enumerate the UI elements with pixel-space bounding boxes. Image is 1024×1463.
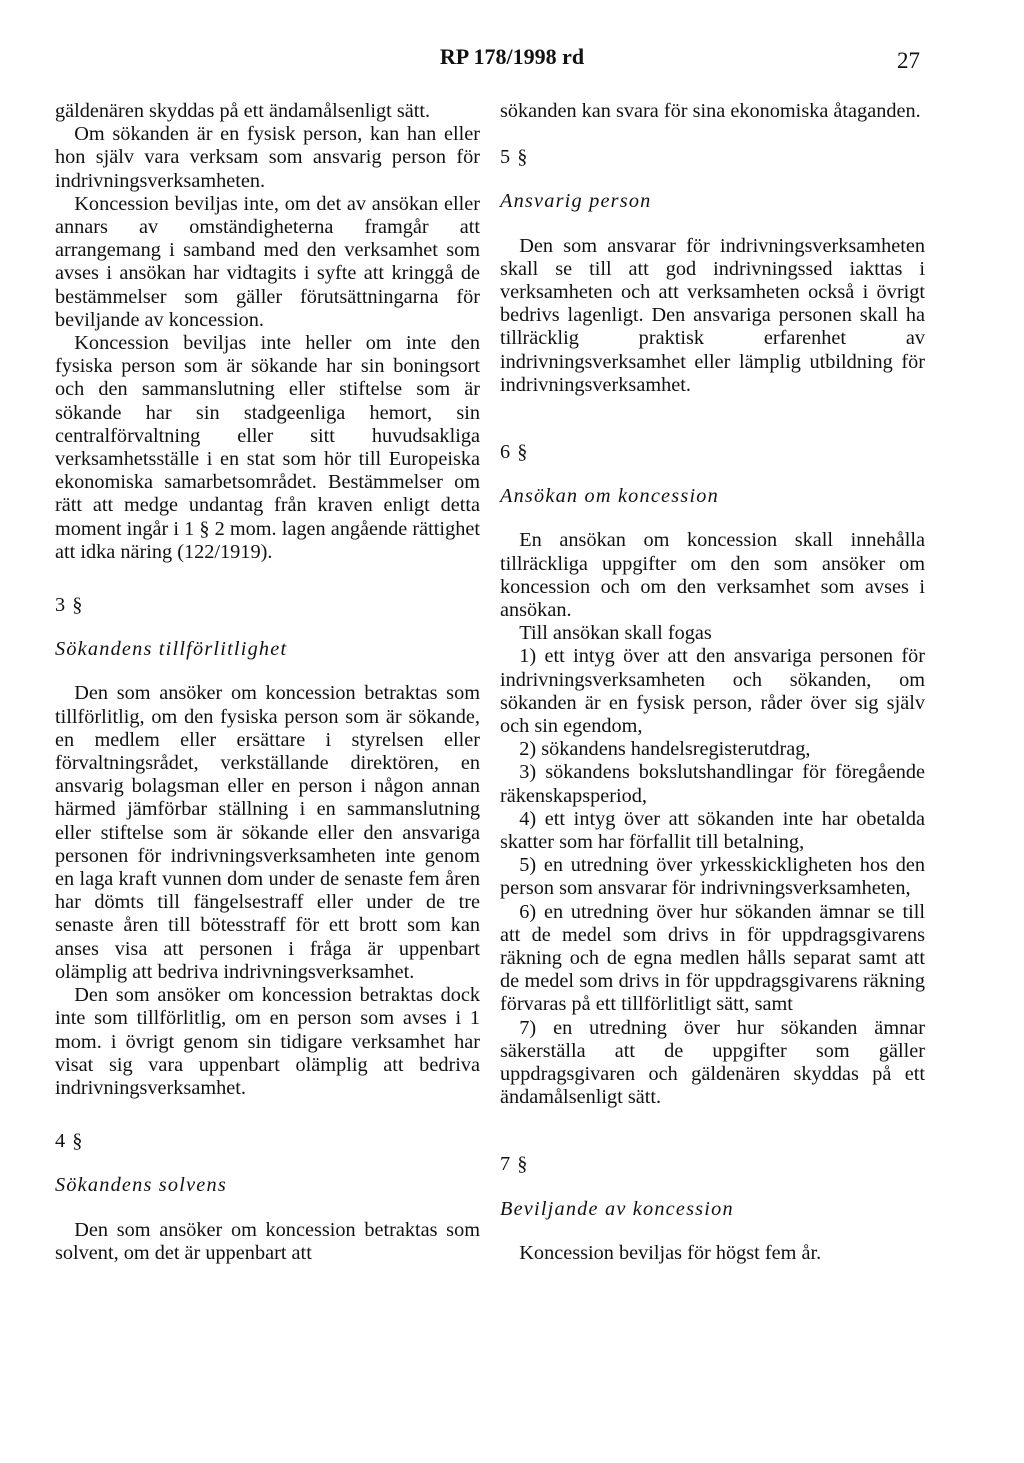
left-column xyxy=(55,100,480,1265)
section-heading: Sökandens solvens xyxy=(55,1174,227,1197)
paragraph: Koncession beviljas inte, om det av ansökan eller annars av omständigheterna framgår att arrangemang i samband med den verksamhet som avses i ansökan har vidtagits i syfte att kringgå de bestämmelser som gäller förutsättningarna för beviljande av koncession. xyxy=(55,192,480,331)
section-number: 6 § xyxy=(500,441,529,464)
paragraph: Den som ansvarar för indrivningsverksamheten skall se till att god indrivningssed iakttas i verksamheten och att verksamheten också i övrigt bedrivs lagenligt. Den ansvariga personen skall ha tillräcklig praktisk erfarenhet av indrivningsverksamhet eller lämplig utbildning för indrivningsverksamhet. xyxy=(500,234,925,396)
section-number: 4 § xyxy=(55,1130,84,1153)
paragraph: Till ansökan skall fogas xyxy=(519,622,712,645)
document-header: RP 178/1998 rd xyxy=(439,44,585,69)
list-item: 5) en utredning över yrkesskickligheten hos den person som ansvarar för indrivningsverksamheten, xyxy=(500,854,925,900)
section-heading: Sökandens tillförlitlighet xyxy=(55,638,288,661)
paragraph: Den som ansöker om koncession betraktas som solvent, om det är uppenbart att xyxy=(55,1218,480,1264)
paragraph: Koncession beviljas för högst fem år. xyxy=(519,1241,822,1264)
paragraph: Koncession beviljas inte heller om inte den fysiska person som är sökande har sin boningsort och den sammanslutning eller stiftelse som är sökande har sin stadgeenliga hemort, sin centralförvaltning eller sitt huvudsakliga verksamhetsställe i en stat som hör till Europeiska ekonomiska samarbetsområdet. Bestämmelser om rätt att medge undantag från kraven enligt detta moment ingår i 1 § 2 mom. lagen angående rättighet att idka näring (122/1919). xyxy=(55,332,480,563)
paragraph: Den som ansöker om koncession betraktas dock inte som tillförlitlig, om en person som avses i 1 mom. i övrigt genom sin tidigare verksamhet har visat sig vara uppenbart olämplig att bedriva indrivningsverksamhet. xyxy=(55,984,480,1099)
paragraph: Om sökanden är en fysisk person, kan han eller hon själv vara verksam som ansvarig person för indrivningsverksamheten. xyxy=(55,123,480,192)
paragraph: Den som ansöker om koncession betraktas som tillförlitlig, om den fysiska person som är sökande, en medlem eller ersättare i styrelsen eller förvaltningsrådet, verkställande direktören, en ansvarig bolagsman eller en person i någon annan härmed jämförbar ställning i en sammanslutning eller stiftelse som är sökande eller den ansvariga personen för indrivningsverksamheten inte genom en laga kraft vunnen dom under de senaste fem åren har dömts till fängelsestraff eller under de tre senaste åren till bötesstraff för ett brott som kan anses visa att personen i fråga är uppenbart olämplig att bedriva indrivningsverksamhet. xyxy=(55,682,480,983)
list-item: 6) en utredning över hur sökanden ämnar se till att de medel som drivs in för uppdragsgivarens räkning och de egna medlen hålls separat samt att de medel som drivs in för uppdragsgivarens räkning förvaras på ett tillförlitligt sätt, samt xyxy=(500,900,925,1016)
section-heading: Ansökan om koncession xyxy=(500,485,719,508)
section-number: 7 § xyxy=(500,1153,529,1176)
list-item: 2) sökandens handelsregisterutdrag, xyxy=(519,738,811,761)
section-number: 5 § xyxy=(500,146,529,169)
section-number: 3 § xyxy=(55,594,84,617)
page-number: 27 xyxy=(897,48,920,73)
section-heading: Ansvarig person xyxy=(500,190,652,213)
list-item: 4) ett intyg över att sökanden inte har obetalda skatter som har förfallit till betalning, xyxy=(500,807,925,854)
right-column xyxy=(500,100,925,1265)
paragraph: En ansökan om koncession skall innehålla tillräckliga uppgifter om den som ansöker om koncession och om den verksamhet som avses i ansökan. xyxy=(500,529,925,622)
list-item: 1) ett intyg över att den ansvariga personen för indrivningsverksamheten och sökanden, om sökanden är en fysisk person, råder över sig själv och sin egendom, xyxy=(500,645,925,738)
section-heading: Beviljande av koncession xyxy=(500,1197,734,1220)
paragraph: sökanden kan svara för sina ekonomiska åtaganden. xyxy=(500,100,921,122)
list-item: 7) en utredning över hur sökanden ämnar säkerställa att de uppgifter som gäller uppdragsgivaren och gäldenären skyddas på ett ändamålsenligt sätt. xyxy=(500,1016,925,1109)
paragraph: gäldenären skyddas på ett ändamålsenligt sätt. xyxy=(55,100,431,122)
list-item: 3) sökandens bokslutshandlingar för föregående räkenskapsperiod, xyxy=(500,761,925,807)
